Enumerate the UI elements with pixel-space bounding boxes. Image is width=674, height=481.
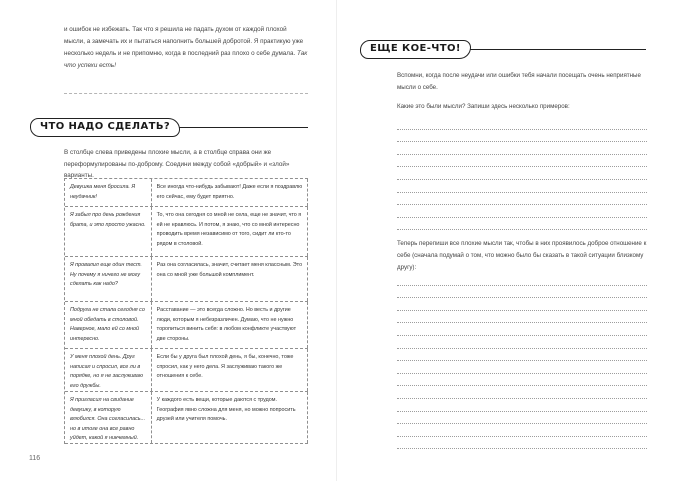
bad-thought-cell: У меня плохой день. Друг написал и спросил, все ли в порядке, но я не заслуживаю его дружбы. [65,349,152,391]
writing-line[interactable] [397,167,647,180]
table-row [65,207,308,257]
table-row [65,349,308,392]
section-title-something-else: ЕЩЕ КОЕ-ЧТО! [360,40,471,59]
bad-thought-cell: Подруга не стала сегодня со мной обедать в столовой. Наверное, мало ей со мной интересно. [65,302,152,348]
intro-paragraph [64,24,308,72]
writing-line[interactable] [397,155,647,168]
kind-thought-cell: Раз она согласилась, значит, считает меня классным. Это она со мной уже большой комплимент. [152,257,308,301]
bad-thought-cell: Девушка меня бросила. Я неудачник! [65,179,152,206]
kind-thought-cell: У каждого есть вещи, которые даются с трудом. География явно сложна для меня, но можно попросить друзей или учителя помочь. [152,392,308,443]
prompt-rewrite: Теперь перепиши все плохие мысли так, чтобы в них проявилось доброе отношение к себе (сначала подумай о том, что можно было бы сказать в такой ситуации близкому другу): [397,240,647,271]
thoughts-table [64,178,308,444]
writing-line[interactable] [397,399,647,412]
writing-line[interactable] [397,218,647,231]
table-row [65,392,308,444]
writing-line[interactable] [397,361,647,374]
prompt-write-examples: Какие это были мысли? Запиши здесь несколько примеров: [397,103,570,110]
section-divider [64,93,308,94]
writing-lines-rewrite[interactable] [397,273,647,449]
writing-line[interactable] [397,437,647,450]
writing-line[interactable] [397,142,647,155]
writing-line[interactable] [397,286,647,299]
page-number: 116 [29,455,41,462]
kind-thought-cell: Все иногда что-нибудь забывают! Даже если я поздравлю его сейчас, ему будет приятно. [152,179,308,206]
writing-line[interactable] [397,193,647,206]
kind-thought-cell: Расставание — это всегда сложно. Но весть и другие люди, которым я небезразличен. Думаю, что не нужно торопиться винить себя: в любом конфликте участвуют две стороны. [152,302,308,348]
writing-line[interactable] [397,180,647,193]
writing-line[interactable] [397,117,647,130]
task-instructions: В столбце слева приведены плохие мысли, а в столбце справа они же переформулированы по-доброму. Соедини между собой «добрый» и «злой» варианты. [64,149,290,179]
writing-line[interactable] [397,374,647,387]
writing-line[interactable] [397,349,647,362]
bad-thought-cell: Я провалил еще один тест. Ну почему я ничего не могу сделать как надо? [65,257,152,301]
section-title-what-to-do: ЧТО НАДО СДЕЛАТЬ? [30,118,180,137]
writing-line[interactable] [397,273,647,286]
prompt-remember: Вспомни, когда после неудачи или ошибки тебя начали посещать очень неприятные мысли о себе. [397,72,641,91]
kind-thought-cell: То, что она сегодня со мной не села, еще не значит, что я ей не нравлюсь. И потом, я знаю, что со мной интересно проводить время независимо от того, сидит ли кто-то рядом в столовой. [152,207,308,256]
writing-lines-examples[interactable] [397,117,647,230]
table-row [65,302,308,349]
intro-italic-text: Так что успехи есть! [64,50,308,69]
writing-line[interactable] [397,323,647,336]
table-row [65,257,308,302]
kind-thought-cell: Если бы у друга был плохой день, я бы, конечно, тоже спросил, как у него дела. Я заслуживаю такого же отношения к себе. [152,349,308,391]
writing-line[interactable] [397,386,647,399]
writing-line[interactable] [397,412,647,425]
writing-line[interactable] [397,130,647,143]
writing-line[interactable] [397,336,647,349]
bad-thought-cell: Я пригласил на свидание девушку, в которую влюбился. Она согласилась... но в итоге она все равно уйдет, какой я никчемный. [65,392,152,443]
writing-line[interactable] [397,205,647,218]
writing-line[interactable] [397,424,647,437]
bad-thought-cell: Я забыл про день рождения брата, и это просто ужасно. [65,207,152,256]
right-page [337,0,674,481]
table-row [65,179,308,207]
intro-text: и ошибок не избежать. Так что я решила не падать духом от каждой плохой мысли, а замечать их и пытаться наполнить большей добротой. Я практикую уже несколько недель и не припомню, когда в последний раз плохо о себе думала. [64,26,304,57]
writing-line[interactable] [397,311,647,324]
writing-line[interactable] [397,298,647,311]
